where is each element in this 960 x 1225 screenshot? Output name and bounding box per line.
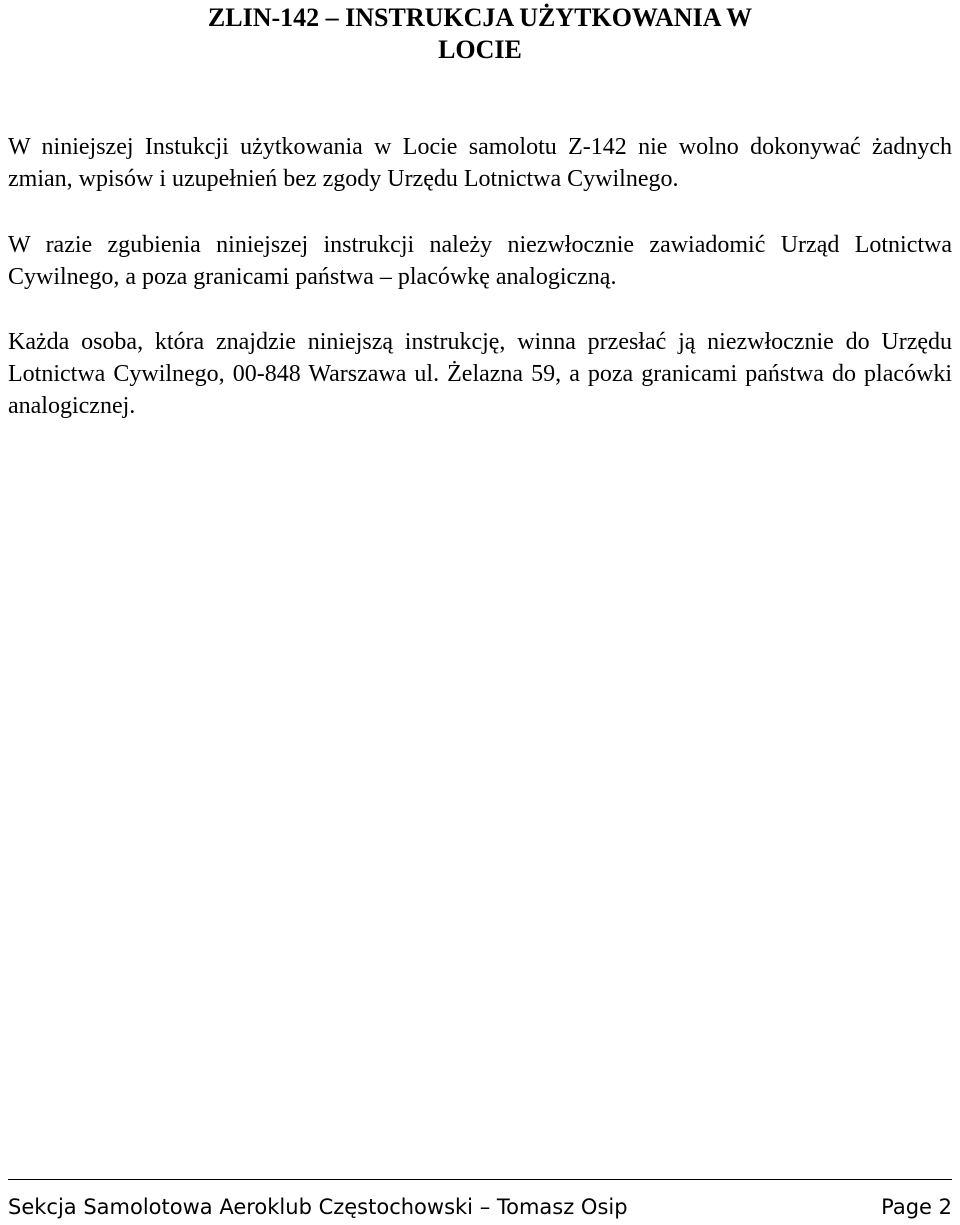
- paragraph-no-changes: W niniejszej Instukcji użytkowania w Locie samolotu Z-142 nie wolno dokonywać żadnych zmian, wpisów i uzupełnień bez zgody Urzędu Lotnictwa Cywilnego.: [8, 134, 952, 192]
- footer-page-number: Page 2: [881, 1195, 952, 1219]
- title-line-2: LOCIE: [438, 35, 522, 64]
- footer-author: Sekcja Samolotowa Aeroklub Częstochowski – Tomasz Osip: [8, 1195, 628, 1219]
- page-footer: [8, 1179, 952, 1219]
- page-title: [0, 2, 960, 66]
- paragraph-return-instructions: Każda osoba, która znajdzie niniejszą instrukcję, winna przesłać ją niezwłocznie do Urzędu Lotnictwa Cywilnego, 00-848 Warszawa ul. Żelazna 59, a poza granicami państwa do placówki analogicznej.: [8, 329, 952, 419]
- paragraph-loss-notice: W razie zgubienia niniejszej instrukcji należy niezwłocznie zawiadomić Urząd Lotnictwa Cywilnego, a poza granicami państwa – placówkę analogiczną.: [8, 232, 952, 290]
- title-line-1: ZLIN-142 – INSTRUKCJA UŻYTKOWANIA W: [207, 3, 753, 32]
